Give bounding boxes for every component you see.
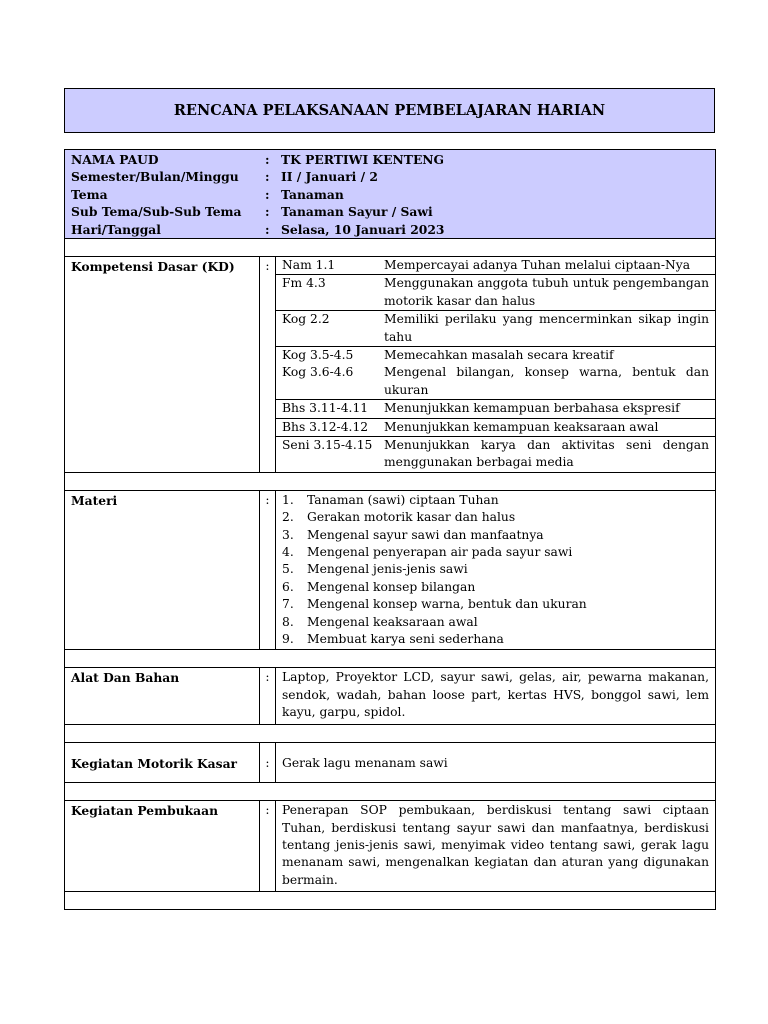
kd-label: Kompetensi Dasar (KD) — [65, 256, 260, 472]
kd-row: Kog 3.5-4.5 Kog 3.6-4.6 Memecahkan masalah secara kreatif Mengenal bilangan, konsep warna, bentuk dan ukuran — [276, 346, 715, 399]
header-value: Selasa, 10 Januari 2023 — [281, 221, 445, 237]
list-item: 8. Mengenal keaksaraan awal — [282, 614, 478, 629]
alat-label: Alat Dan Bahan — [65, 668, 260, 724]
header-row-semester: Semester/Bulan/Minggu : II / Januari / 2 — [71, 169, 378, 185]
header-row-tema: Tema : Tanaman — [71, 186, 344, 202]
materi-section: Materi : 1. Tanaman (sawi) ciptaan Tuhan 2. Gerakan motorik kasar dan halus 3. Mengenal sayur sawi dan manfaatnya 4. Mengenal penyerapan air pada sayur sawi 5. Mengenal jenis-jenis sawi 6. Mengenal konsep bilangan 7. Mengenal konsep warna, bentuk dan ukuran 8. Mengenal keaksaraan awal 9. Membuat karya seni sederhana — [65, 490, 716, 650]
kd-section: Kompetensi Dasar (KD) : Nam 1.1 Mempercayai adanya Tuhan melalui ciptaan-Nya Fm 4.3 Menggunakan anggota tubuh untuk pengembangan motorik kasar dan halus Kog 2.2 Memiliki perilaku yang mencerminkan sikap ingin tahu Kog 3.5-4.5 Kog 3.6-4.6 Memecahkan masalah secara kreatif Mengenal bilangan, konsep warna, bentuk dan ukuran Bhs 3.11-4.11 Menunjukkan kemampuan berbahasa ekspresif Bhs 3.12-4.12 Menunjukkan kemampuan keaksaraan awal Seni 3.15-4.15 Menunjukkan karya dan aktivitas seni dengan menggunakan berbagai media — [65, 256, 716, 472]
alat-section: Alat Dan Bahan : Laptop, Proyektor LCD, sayur sawi, gelas, air, pewarna makanan, sendok, wadah, bahan loose part, kertas HVS, bonggol sawi, lem kayu, garpu, spidol. — [65, 668, 716, 724]
list-item: 4. Mengenal penyerapan air pada sayur sawi — [282, 545, 573, 560]
spacer-row — [65, 650, 716, 668]
list-item: 5. Mengenal jenis-jenis sawi — [282, 562, 468, 577]
header-row-sub-tema: Sub Tema/Sub-Sub Tema : Tanaman Sayur / Sawi — [71, 204, 433, 220]
header-section — [65, 150, 716, 239]
spacer-row — [65, 724, 716, 742]
spacer-row — [65, 892, 716, 910]
motorik-section: Kegiatan Motorik Kasar : Gerak lagu menanam sawi — [65, 742, 716, 782]
header-row-nama-paud: NAMA PAUD : TK PERTIWI KENTENG — [71, 152, 445, 167]
kd-row: Seni 3.15-4.15 Menunjukkan karya dan aktivitas seni dengan menggunakan berbagai media — [282, 438, 709, 470]
kd-row: Bhs 3.11-4.11 Menunjukkan kemampuan berbahasa ekspresif — [276, 400, 715, 418]
list-item: 2. Gerakan motorik kasar dan halus — [282, 510, 516, 525]
document-title: RENCANA PELAKSANAAN PEMBELAJARAN HARIAN — [64, 88, 715, 133]
kd-row: Fm 4.3 Menggunakan anggota tubuh untuk pengembangan motorik kasar dan halus — [276, 275, 715, 311]
pembukaan-label: Kegiatan Pembukaan — [65, 801, 260, 892]
list-item: 1. Tanaman (sawi) ciptaan Tuhan — [282, 492, 499, 507]
materi-label: Materi — [65, 490, 260, 650]
spacer-row — [65, 238, 716, 256]
header-value: Tanaman Sayur / Sawi — [281, 204, 433, 220]
list-item: 9. Membuat karya seni sederhana — [282, 632, 504, 647]
alat-text: Laptop, Proyektor LCD, sayur sawi, gelas, air, pewarna makanan, sendok, wadah, bahan loose part, kertas HVS, bonggol sawi, lem kayu, garpu, spidol. — [282, 670, 709, 720]
kd-row: Bhs 3.12-4.12 Menunjukkan kemampuan keaksaraan awal — [276, 418, 715, 436]
kd-subtable — [276, 257, 715, 472]
pembukaan-section: Kegiatan Pembukaan : Penerapan SOP pembukaan, berdiskusi tentang sawi ciptaan Tuhan, berdiskusi tentang sayur sawi dan manfaatnya, berdiskusi tentang jenis-jenis sawi, menyimak video tentang sawi, gerak lagu menanam sawi, mengenalkan kegiatan dan aturan yang digunakan bermain. — [65, 801, 716, 892]
header-value: TK PERTIWI KENTENG — [281, 152, 445, 167]
header-row-hari-tanggal: Hari/Tanggal : Selasa, 10 Januari 2023 — [71, 221, 445, 237]
list-item: 3. Mengenal sayur sawi dan manfaatnya — [282, 527, 544, 542]
list-item: 6. Mengenal konsep bilangan — [282, 579, 476, 594]
materi-list — [276, 491, 715, 650]
spacer-row — [65, 783, 716, 801]
header-value: II / Januari / 2 — [281, 169, 378, 185]
motorik-text: Gerak lagu menanam sawi — [282, 755, 448, 770]
lesson-plan-table — [64, 149, 716, 910]
header-value: Tanaman — [281, 186, 344, 202]
motorik-label: Kegiatan Motorik Kasar — [65, 742, 260, 782]
spacer-row — [65, 472, 716, 490]
kd-row: Kog 2.2 Memiliki perilaku yang mencerminkan sikap ingin tahu — [276, 311, 715, 347]
kd-row: Nam 1.1 Mempercayai adanya Tuhan melalui ciptaan-Nya — [276, 257, 715, 275]
pembukaan-text: Penerapan SOP pembukaan, berdiskusi tentang sawi ciptaan Tuhan, berdiskusi tentang sayur sawi dan manfaatnya, berdiskusi tentang jenis-jenis sawi, menyimak video tentang sawi, gerak lagu menanam sawi, mengenalkan kegiatan dan aturan yang digunakan bermain. — [282, 803, 709, 887]
list-item: 7. Mengenal konsep warna, bentuk dan ukuran — [282, 597, 587, 612]
